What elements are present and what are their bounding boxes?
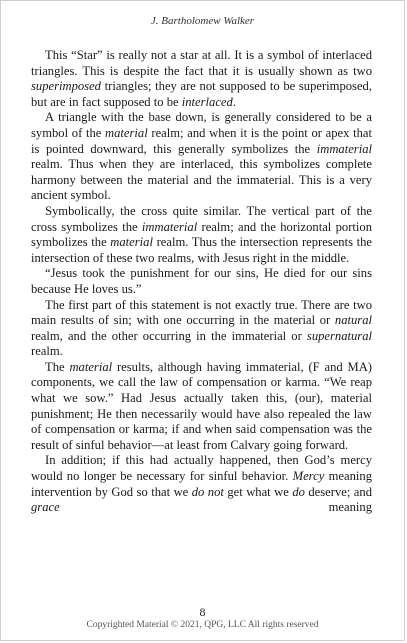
text-run: meaning intervention by God so that we: [31, 469, 372, 499]
italic-text: material: [105, 125, 148, 140]
text-run: A triangle with the base down, is generally considered to be a symbol of the: [31, 110, 372, 140]
paragraph: [31, 204, 372, 266]
italic-text: material: [110, 235, 153, 250]
text-run: realm.: [31, 344, 63, 359]
italic-text: material: [69, 359, 113, 374]
text-run: realm; and the horizontal portion symbolizes the: [31, 219, 372, 250]
paragraph: [31, 48, 372, 110]
italic-text: Mercy: [292, 469, 325, 484]
italic-text: supernatural: [306, 328, 372, 343]
italic-text: natural: [334, 313, 372, 328]
text-run: triangles; they are not supposed to be superimposed, but are in fact supposed to be: [31, 79, 372, 109]
text-run: realm. Thus when they are interlaced, this symbolizes complete harmony between the material and the immaterial. This is a very ancient symbol.: [31, 157, 372, 203]
paragraph: [31, 110, 372, 204]
text-run: realm; and when it is the point or apex that is pointed downward, this generally symbolizes the: [31, 125, 372, 156]
italic-text: do not: [191, 484, 224, 499]
italic-text: immaterial: [316, 141, 372, 156]
page-number: 8: [199, 605, 206, 619]
text-run: Symbolically, the cross quite similar. The vertical part of the cross symbolizes the: [31, 203, 372, 234]
text-run: The first part of this statement is not exactly true. There are two main results of sin; with one occurring in the material or: [31, 297, 372, 328]
page-body: [31, 48, 372, 516]
text-run: .: [232, 94, 236, 109]
text-run: In addition; if this had actually happened, then God’s mercy would no longer be necessary for sinful behavior.: [31, 453, 372, 484]
text-run: “Jesus took the punishment for our sins, He died for our sins because He loves us.”: [31, 266, 372, 296]
italic-text: superimposed: [31, 79, 101, 94]
text-run: deserve; and: [304, 484, 372, 499]
paragraph: [31, 298, 372, 360]
text-run: results, although having immaterial, (F and MA) components, we call the law of compensation or karma. “We reap what we sow.” Had Jesus actually taken this, (our), material punishment; He then necessarily would have also repealed the law of compensation or karma; if and when said compensation was the result of sinful behavior—at least from Calvary going forward.: [31, 359, 373, 452]
italic-text: interlaced: [181, 94, 233, 109]
paragraph: [31, 453, 372, 515]
text-run: This “Star” is really not a star at all. It is a symbol of interlaced triangles. This is despite the fact that it is usually shown as two: [31, 48, 372, 78]
text-run: The: [45, 359, 70, 374]
running-header: J. Bartholomew Walker: [150, 15, 255, 27]
copyright-footer: Copyrighted Material © 2021, QPG, LLC All rights reserved: [86, 620, 319, 630]
text-run: realm, and the other occurring in the immaterial or: [31, 328, 307, 343]
italic-text: grace: [31, 500, 60, 515]
italic-text: immaterial: [141, 219, 198, 234]
text-run: realm. Thus the intersection represents the intersection of these two realms, with Jesus right in the middle.: [31, 235, 372, 265]
text-run: meaning: [59, 500, 372, 515]
text-run: get what we: [223, 484, 293, 499]
italic-text: do: [292, 484, 305, 499]
paragraph: [31, 360, 372, 454]
paragraph: [31, 266, 372, 297]
